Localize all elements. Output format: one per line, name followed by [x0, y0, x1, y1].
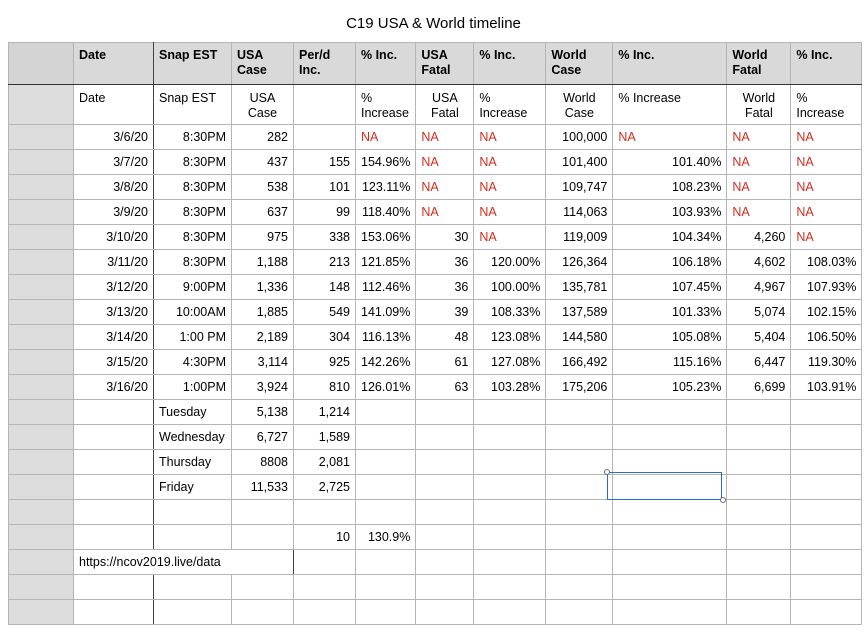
data-cell[interactable] — [727, 425, 791, 450]
row-header[interactable] — [9, 225, 74, 250]
data-cell[interactable] — [791, 425, 862, 450]
data-cell[interactable]: 3/14/20 — [74, 325, 154, 350]
data-cell[interactable]: NA — [416, 150, 474, 175]
table-row — [9, 375, 862, 400]
table-row — [9, 325, 862, 350]
data-cell[interactable]: NA — [791, 200, 862, 225]
data-cell[interactable]: 3/15/20 — [74, 350, 154, 375]
data-cell[interactable] — [416, 475, 474, 500]
table-row — [9, 350, 862, 375]
data-cell[interactable]: 108.33% — [474, 300, 546, 325]
data-cell[interactable]: 9:00PM — [154, 275, 232, 300]
data-cell[interactable] — [74, 525, 154, 550]
data-cell[interactable] — [356, 425, 416, 450]
data-cell[interactable]: NA — [356, 125, 416, 150]
data-cell[interactable]: 127.08% — [474, 350, 546, 375]
table-row — [9, 400, 862, 425]
data-cell[interactable]: 36 — [416, 250, 474, 275]
empty-cell[interactable] — [74, 600, 154, 625]
subheader-row — [9, 85, 862, 125]
data-cell[interactable]: NA — [416, 200, 474, 225]
data-cell[interactable]: 103.93% — [613, 200, 727, 225]
data-cell[interactable] — [613, 425, 727, 450]
data-cell[interactable]: 119,009 — [546, 225, 613, 250]
data-cell[interactable] — [791, 525, 862, 550]
data-cell[interactable]: 126.01% — [356, 375, 416, 400]
empty-cell[interactable] — [791, 550, 862, 575]
data-cell[interactable]: 11,533 — [232, 475, 294, 500]
data-cell[interactable]: 106.50% — [791, 325, 862, 350]
row-header[interactable] — [9, 300, 74, 325]
data-cell[interactable]: 4,602 — [727, 250, 791, 275]
data-cell[interactable]: 925 — [294, 350, 356, 375]
empty-cell[interactable] — [232, 600, 294, 625]
data-cell[interactable]: 4:30PM — [154, 350, 232, 375]
row-header[interactable] — [9, 350, 74, 375]
data-cell[interactable]: 99 — [294, 200, 356, 225]
data-cell[interactable]: 3/12/20 — [74, 275, 154, 300]
table-row — [9, 300, 862, 325]
data-cell[interactable]: 108.03% — [791, 250, 862, 275]
data-cell[interactable] — [613, 500, 727, 525]
table-row — [9, 275, 862, 300]
subheader-cell[interactable]: Date — [74, 85, 154, 125]
table-row — [9, 500, 862, 525]
data-cell[interactable]: 101,400 — [546, 150, 613, 175]
table-row — [9, 475, 862, 500]
data-cell[interactable]: 123.11% — [356, 175, 416, 200]
data-cell[interactable] — [474, 500, 546, 525]
data-cell[interactable] — [546, 500, 613, 525]
data-cell[interactable] — [546, 475, 613, 500]
data-cell[interactable] — [74, 425, 154, 450]
data-cell[interactable]: 105.08% — [613, 325, 727, 350]
subheader-cell[interactable]: World Case — [546, 85, 613, 125]
data-cell[interactable]: 213 — [294, 250, 356, 275]
data-cell[interactable]: 1:00 PM — [154, 325, 232, 350]
data-cell[interactable]: 8:30PM — [154, 200, 232, 225]
data-cell[interactable] — [546, 425, 613, 450]
data-cell[interactable]: 118.40% — [356, 200, 416, 225]
data-cell[interactable]: 3/6/20 — [74, 125, 154, 150]
empty-cell[interactable] — [474, 600, 546, 625]
column-header[interactable]: World Fatal — [727, 43, 791, 85]
data-cell[interactable]: 39 — [416, 300, 474, 325]
column-header[interactable]: World Case — [546, 43, 613, 85]
subheader-cell[interactable]: % Increase — [356, 85, 416, 125]
data-cell[interactable]: 119.30% — [791, 350, 862, 375]
data-cell[interactable] — [416, 525, 474, 550]
data-cell[interactable]: 100.00% — [474, 275, 546, 300]
data-cell[interactable]: 8:30PM — [154, 125, 232, 150]
data-cell[interactable]: 1,885 — [232, 300, 294, 325]
table-row — [9, 425, 862, 450]
empty-cell[interactable] — [791, 600, 862, 625]
data-cell[interactable]: 8:30PM — [154, 250, 232, 275]
data-cell[interactable]: 2,081 — [294, 450, 356, 475]
data-cell[interactable] — [154, 525, 232, 550]
data-cell[interactable] — [416, 400, 474, 425]
column-header[interactable]: USA Case — [232, 43, 294, 85]
data-cell[interactable] — [546, 450, 613, 475]
data-cell[interactable]: 103.91% — [791, 375, 862, 400]
data-cell[interactable] — [74, 400, 154, 425]
data-cell[interactable]: NA — [791, 225, 862, 250]
data-cell[interactable]: Wednesday — [154, 425, 232, 450]
data-cell[interactable]: 3/16/20 — [74, 375, 154, 400]
data-cell[interactable]: NA — [727, 175, 791, 200]
row-header[interactable] — [9, 500, 74, 525]
empty-cell[interactable] — [727, 550, 791, 575]
data-cell[interactable]: 2,725 — [294, 475, 356, 500]
data-cell[interactable] — [474, 475, 546, 500]
data-cell[interactable]: Thursday — [154, 450, 232, 475]
data-cell[interactable]: 4,967 — [727, 275, 791, 300]
data-cell[interactable]: NA — [727, 125, 791, 150]
data-cell[interactable]: 8:30PM — [154, 225, 232, 250]
data-cell[interactable]: 104.34% — [613, 225, 727, 250]
data-cell[interactable]: 810 — [294, 375, 356, 400]
empty-cell[interactable] — [294, 600, 356, 625]
data-cell[interactable]: 153.06% — [356, 225, 416, 250]
column-header[interactable]: % Inc. — [791, 43, 862, 85]
data-cell[interactable] — [294, 500, 356, 525]
table-row — [9, 125, 862, 150]
data-cell[interactable]: 1,589 — [294, 425, 356, 450]
empty-cell[interactable] — [356, 550, 416, 575]
column-header[interactable]: Snap EST — [154, 43, 232, 85]
data-cell[interactable]: 121.85% — [356, 250, 416, 275]
data-cell[interactable]: 538 — [232, 175, 294, 200]
data-cell[interactable]: 102.15% — [791, 300, 862, 325]
empty-cell[interactable] — [727, 600, 791, 625]
empty-cell[interactable] — [416, 575, 474, 600]
data-cell[interactable]: 137,589 — [546, 300, 613, 325]
row-header[interactable] — [9, 450, 74, 475]
data-cell[interactable]: 6,699 — [727, 375, 791, 400]
empty-cell[interactable] — [232, 575, 294, 600]
spreadsheet-table[interactable] — [8, 42, 862, 625]
data-cell[interactable]: 114,063 — [546, 200, 613, 225]
data-cell[interactable]: 304 — [294, 325, 356, 350]
empty-cell[interactable] — [474, 550, 546, 575]
data-cell[interactable]: 3,924 — [232, 375, 294, 400]
data-cell[interactable]: 2,189 — [232, 325, 294, 350]
data-cell[interactable]: 155 — [294, 150, 356, 175]
data-cell[interactable]: 3/7/20 — [74, 150, 154, 175]
data-cell[interactable] — [416, 425, 474, 450]
data-cell[interactable]: 637 — [232, 200, 294, 225]
subheader-cell[interactable]: Snap EST — [154, 85, 232, 125]
header-row — [9, 43, 862, 85]
empty-cell[interactable] — [154, 575, 232, 600]
data-cell[interactable]: 61 — [416, 350, 474, 375]
data-cell[interactable]: 175,206 — [546, 375, 613, 400]
table-row — [9, 225, 862, 250]
table-row — [9, 575, 862, 600]
empty-cell[interactable] — [356, 575, 416, 600]
data-cell[interactable]: 112.46% — [356, 275, 416, 300]
data-cell[interactable]: NA — [474, 225, 546, 250]
data-cell[interactable]: 141.09% — [356, 300, 416, 325]
data-cell[interactable] — [546, 400, 613, 425]
data-cell[interactable]: 437 — [232, 150, 294, 175]
empty-cell[interactable] — [416, 600, 474, 625]
data-cell[interactable]: 6,727 — [232, 425, 294, 450]
subheader-cell[interactable]: USA Case — [232, 85, 294, 125]
data-cell[interactable] — [727, 525, 791, 550]
column-header[interactable]: % Inc. — [356, 43, 416, 85]
row-header[interactable] — [9, 575, 74, 600]
subheader-cell[interactable]: World Fatal — [727, 85, 791, 125]
empty-cell[interactable] — [294, 550, 356, 575]
data-cell[interactable]: 3/9/20 — [74, 200, 154, 225]
empty-cell[interactable] — [356, 600, 416, 625]
data-cell[interactable] — [791, 475, 862, 500]
table-row — [9, 450, 862, 475]
row-header[interactable] — [9, 425, 74, 450]
data-cell[interactable]: 116.13% — [356, 325, 416, 350]
row-header[interactable] — [9, 85, 74, 125]
data-cell[interactable]: 3/10/20 — [74, 225, 154, 250]
sheet-title: C19 USA & World timeline — [346, 15, 521, 32]
table-row — [9, 550, 862, 575]
data-cell[interactable] — [416, 450, 474, 475]
subheader-cell[interactable]: % Increase — [474, 85, 546, 125]
data-cell[interactable]: 8:30PM — [154, 150, 232, 175]
data-cell[interactable]: 282 — [232, 125, 294, 150]
data-cell[interactable]: 3/11/20 — [74, 250, 154, 275]
row-header[interactable] — [9, 475, 74, 500]
data-cell[interactable]: 10:00AM — [154, 300, 232, 325]
data-cell[interactable]: 36 — [416, 275, 474, 300]
column-header[interactable]: Date — [74, 43, 154, 85]
data-cell[interactable]: NA — [416, 175, 474, 200]
empty-cell[interactable] — [613, 575, 727, 600]
data-cell[interactable]: 144,580 — [546, 325, 613, 350]
table-row — [9, 150, 862, 175]
data-cell[interactable]: 105.23% — [613, 375, 727, 400]
data-cell[interactable]: 120.00% — [474, 250, 546, 275]
empty-cell[interactable] — [791, 575, 862, 600]
selection-handle-bottom-right[interactable] — [720, 497, 726, 503]
data-cell[interactable]: 107.93% — [791, 275, 862, 300]
data-cell[interactable]: 100,000 — [546, 125, 613, 150]
data-cell[interactable]: 1,188 — [232, 250, 294, 275]
data-cell[interactable] — [613, 400, 727, 425]
data-cell[interactable] — [791, 500, 862, 525]
data-cell[interactable] — [613, 525, 727, 550]
empty-cell[interactable] — [546, 550, 613, 575]
subheader-cell[interactable]: USA Fatal — [416, 85, 474, 125]
data-cell[interactable]: 10 — [294, 525, 356, 550]
data-cell[interactable]: 106.18% — [613, 250, 727, 275]
data-cell[interactable] — [474, 525, 546, 550]
row-header[interactable] — [9, 600, 74, 625]
data-cell[interactable]: 63 — [416, 375, 474, 400]
data-cell[interactable]: NA — [416, 125, 474, 150]
data-cell[interactable] — [546, 525, 613, 550]
row-header[interactable] — [9, 325, 74, 350]
empty-cell[interactable] — [416, 550, 474, 575]
subheader-cell[interactable]: % Increase — [613, 85, 727, 125]
data-cell[interactable]: 3,114 — [232, 350, 294, 375]
data-cell[interactable] — [74, 450, 154, 475]
data-cell[interactable]: 107.45% — [613, 275, 727, 300]
empty-cell[interactable] — [546, 575, 613, 600]
data-cell[interactable] — [727, 475, 791, 500]
data-cell[interactable]: 5,138 — [232, 400, 294, 425]
source-url-cell[interactable]: https://ncov2019.live/data — [74, 550, 294, 575]
data-cell[interactable] — [613, 450, 727, 475]
column-header[interactable]: Per/d Inc. — [294, 43, 356, 85]
data-cell[interactable] — [232, 500, 294, 525]
data-cell[interactable]: 148 — [294, 275, 356, 300]
data-cell[interactable] — [474, 450, 546, 475]
empty-cell[interactable] — [727, 575, 791, 600]
column-header[interactable]: % Inc. — [474, 43, 546, 85]
data-cell[interactable]: 101 — [294, 175, 356, 200]
data-cell[interactable] — [232, 525, 294, 550]
data-cell[interactable]: 166,492 — [546, 350, 613, 375]
subheader-cell[interactable] — [294, 85, 356, 125]
data-cell[interactable] — [356, 400, 416, 425]
empty-cell[interactable] — [154, 600, 232, 625]
data-cell[interactable]: 126,364 — [546, 250, 613, 275]
data-cell[interactable]: NA — [727, 200, 791, 225]
data-cell[interactable]: 142.26% — [356, 350, 416, 375]
empty-cell[interactable] — [546, 600, 613, 625]
data-cell[interactable] — [791, 400, 862, 425]
data-cell[interactable]: 115.16% — [613, 350, 727, 375]
data-cell[interactable]: 101.40% — [613, 150, 727, 175]
row-header[interactable] — [9, 375, 74, 400]
data-cell[interactable] — [727, 500, 791, 525]
data-cell[interactable]: 109,747 — [546, 175, 613, 200]
data-cell[interactable]: NA — [727, 150, 791, 175]
data-cell[interactable]: Tuesday — [154, 400, 232, 425]
data-cell[interactable]: 1,214 — [294, 400, 356, 425]
data-cell[interactable]: 130.9% — [356, 525, 416, 550]
row-header[interactable] — [9, 275, 74, 300]
data-cell[interactable] — [74, 475, 154, 500]
row-header[interactable] — [9, 525, 74, 550]
data-cell[interactable]: 103.28% — [474, 375, 546, 400]
data-cell[interactable] — [727, 450, 791, 475]
data-cell[interactable] — [727, 400, 791, 425]
table-row — [9, 525, 862, 550]
data-cell[interactable]: NA — [474, 200, 546, 225]
data-cell[interactable]: NA — [474, 175, 546, 200]
cell-selection[interactable] — [607, 472, 722, 500]
data-cell[interactable]: NA — [791, 125, 862, 150]
row-header[interactable] — [9, 150, 74, 175]
data-cell[interactable]: 975 — [232, 225, 294, 250]
data-cell[interactable]: 1,336 — [232, 275, 294, 300]
data-cell[interactable]: 48 — [416, 325, 474, 350]
data-cell[interactable]: 1:00PM — [154, 375, 232, 400]
empty-cell[interactable] — [294, 575, 356, 600]
data-cell[interactable]: 8:30PM — [154, 175, 232, 200]
empty-cell[interactable] — [613, 600, 727, 625]
data-cell[interactable]: NA — [791, 150, 862, 175]
data-cell[interactable]: 338 — [294, 225, 356, 250]
data-cell[interactable]: 101.33% — [613, 300, 727, 325]
table-row — [9, 200, 862, 225]
data-cell[interactable] — [416, 500, 474, 525]
data-cell[interactable]: 154.96% — [356, 150, 416, 175]
empty-cell[interactable] — [74, 575, 154, 600]
row-header[interactable] — [9, 400, 74, 425]
table-row — [9, 175, 862, 200]
empty-cell[interactable] — [474, 575, 546, 600]
data-cell[interactable]: NA — [474, 150, 546, 175]
data-cell[interactable] — [154, 500, 232, 525]
data-cell[interactable]: 4,260 — [727, 225, 791, 250]
data-cell[interactable]: 5,404 — [727, 325, 791, 350]
data-cell[interactable]: Friday — [154, 475, 232, 500]
data-cell[interactable]: 108.23% — [613, 175, 727, 200]
data-cell[interactable]: 123.08% — [474, 325, 546, 350]
data-cell[interactable]: 8808 — [232, 450, 294, 475]
data-cell[interactable]: 135,781 — [546, 275, 613, 300]
column-header[interactable]: % Inc. — [613, 43, 727, 85]
empty-cell[interactable] — [613, 550, 727, 575]
data-cell[interactable]: 30 — [416, 225, 474, 250]
row-header[interactable] — [9, 550, 74, 575]
data-cell[interactable]: 549 — [294, 300, 356, 325]
data-cell[interactable] — [74, 500, 154, 525]
data-cell[interactable]: NA — [474, 125, 546, 150]
data-cell[interactable] — [356, 450, 416, 475]
row-header[interactable] — [9, 175, 74, 200]
data-cell[interactable]: 3/13/20 — [74, 300, 154, 325]
subheader-cell[interactable]: % Increase — [791, 85, 862, 125]
row-header[interactable] — [9, 125, 74, 150]
column-header[interactable]: USA Fatal — [416, 43, 474, 85]
data-cell[interactable] — [474, 400, 546, 425]
data-cell[interactable]: 6,447 — [727, 350, 791, 375]
table-row — [9, 600, 862, 625]
selection-handle-top-left[interactable] — [604, 469, 610, 475]
row-header[interactable] — [9, 200, 74, 225]
row-header[interactable] — [9, 43, 74, 85]
data-cell[interactable]: NA — [791, 175, 862, 200]
data-cell[interactable]: NA — [613, 125, 727, 150]
table-row — [9, 250, 862, 275]
row-header[interactable] — [9, 250, 74, 275]
data-cell[interactable] — [791, 450, 862, 475]
data-cell[interactable] — [294, 125, 356, 150]
data-cell[interactable] — [356, 500, 416, 525]
data-cell[interactable]: 5,074 — [727, 300, 791, 325]
data-cell[interactable] — [474, 425, 546, 450]
data-cell[interactable]: 3/8/20 — [74, 175, 154, 200]
data-cell[interactable] — [356, 475, 416, 500]
